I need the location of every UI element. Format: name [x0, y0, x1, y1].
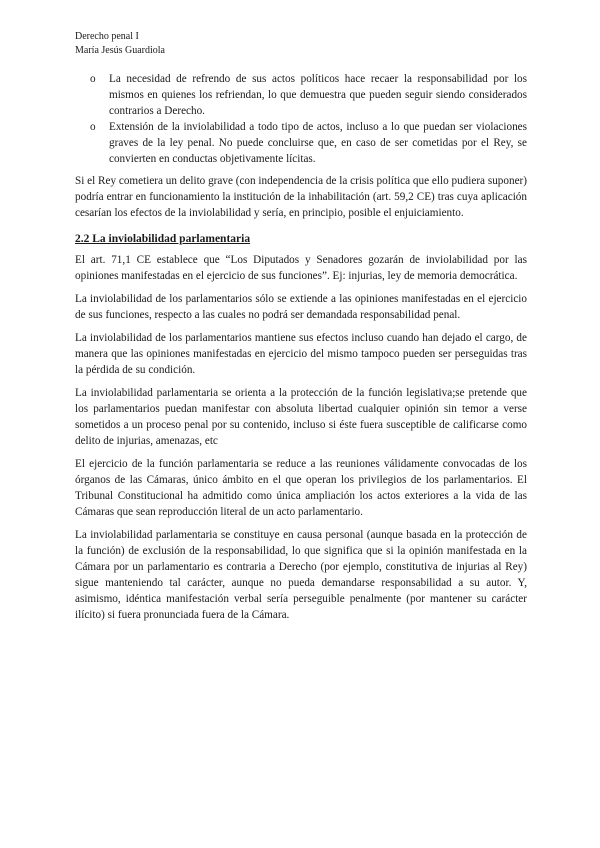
- header-author: María Jesús Guardiola: [75, 45, 165, 56]
- paragraph: La inviolabilidad de los parlamentarios sólo se extiende a las opiniones manifestadas en el ejercicio de sus funciones, respecto a las cuales no podrá ser demandada responsabilidad penal.: [75, 293, 527, 321]
- bullet-marker: o: [90, 121, 96, 133]
- paragraph: La inviolabilidad de los parlamentarios mantiene sus efectos incluso cuando han dejado el cargo, de manera que las opiniones manifestadas en ejercicio del mismo tampoco pueden ser perseguidas tras la pérdida de su condición.: [75, 332, 527, 376]
- page-header: [75, 30, 165, 58]
- list-item: [75, 119, 527, 167]
- paragraph: El ejercicio de la función parlamentaria se reduce a las reuniones válidamente convocadas de los órganos de las Cámaras, único ámbito en el que operan los privilegios de los parlamentarios. El Tribunal Constitucional ha admitido como única ampliación los actos exteriores a la vida de las Cámaras que sean reproducción literal de un acto parlamentario.: [75, 458, 527, 518]
- bullet-list: [75, 71, 527, 167]
- paragraph: La inviolabilidad parlamentaria se constituye en causa personal (aunque basada en la protección de la función) de exclusión de la responsabilidad, lo que significa que si la opinión manifestada en la Cámara por un parlamentario es contraria a Derecho (por ejemplo, constitutiva de injurias al Rey) sigue manteniendo tal carácter, aunque no pueda demandarse responsabilidad a su autor. Y, asimismo, idéntica manifestación verbal sería perseguible penalmente (por mantener su carácter ilícito) si fuera pronunciada fuera de la Cámara.: [75, 529, 527, 621]
- list-item: [75, 71, 527, 119]
- header-course-title: Derecho penal I: [75, 31, 139, 42]
- bullet-marker: o: [90, 73, 96, 85]
- paragraph: La inviolabilidad parlamentaria se orienta a la protección de la función legislativa;se pretende que los parlamentarios puedan manifestar con absoluta libertad cualquier opinión sin temor a verse sometidos a un proceso penal por su contenido, incluso si éste fuera susceptible de calificarse como delito de injurias, amenazas, etc: [75, 387, 527, 447]
- bullet-text: Extensión de la inviolabilidad a todo tipo de actos, incluso a lo que puedan ser violaciones graves de la ley penal. No puede concluirse que, en caso de ser cometidas por el Rey, se convierten en conductas objetivamente lícitas.: [109, 121, 527, 165]
- section-heading: 2.2 La inviolabilidad parlamentaria: [75, 233, 251, 245]
- bullet-text: La necesidad de refrendo de sus actos políticos hace recaer la responsabilidad por los mismos en quienes los refriendan, lo que demuestra que pueden seguir siendo considerados contrarios a Derecho.: [109, 73, 527, 117]
- paragraph: El art. 71,1 CE establece que “Los Diputados y Senadores gozarán de inviolabilidad por las opiniones manifestadas en el ejercicio de sus funciones”. Ej: injurias, ley de memoria democrática.: [75, 254, 527, 282]
- paragraph-inhabilitacion: Si el Rey cometiera un delito grave (con independencia de la crisis política que ello pudiera suponer) podría entrar en funcionamiento la institución de la inhabilitación (art. 59,2 CE) tras cuya aplicación cesarían los efectos de la inviolabilidad y sería, en principio, posible el enjuiciamiento.: [75, 175, 527, 219]
- document-body: [75, 71, 527, 630]
